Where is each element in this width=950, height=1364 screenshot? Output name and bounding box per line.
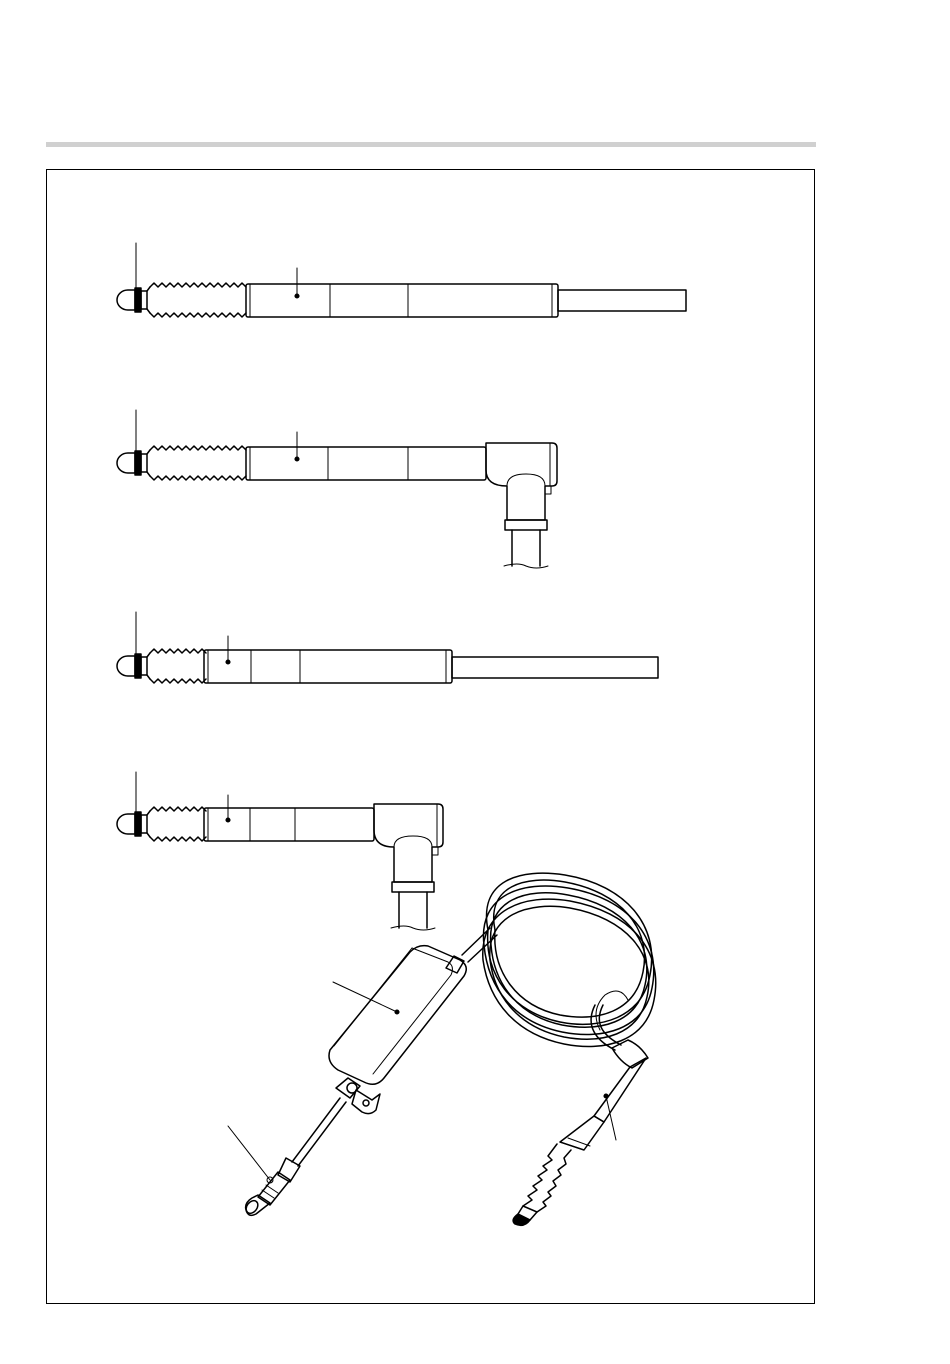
cable-coil (483, 873, 656, 1046)
probe-tip (117, 814, 135, 834)
tip-collar (141, 291, 147, 309)
tip-holder (135, 288, 141, 312)
cable-strain-relief (505, 520, 547, 530)
tip-holder (135, 654, 141, 678)
probe-tip (117, 290, 135, 310)
cable-axial (452, 657, 658, 678)
probe-with-interface-box (228, 873, 656, 1225)
cable-strain-relief (392, 882, 434, 892)
connector-plug (244, 1158, 300, 1216)
probe-body (246, 284, 558, 317)
tip-holder (135, 812, 141, 836)
cable-break (504, 564, 548, 568)
tip-holder (135, 451, 141, 475)
probe-angled-short-cable-radial (117, 772, 443, 930)
tip-collar (141, 657, 147, 675)
probe-tip (117, 453, 135, 473)
mounting-tab (352, 1090, 380, 1114)
assembly-probe-body (594, 1058, 646, 1122)
assembly-bellows (523, 1144, 557, 1206)
bellows-bottom (150, 476, 246, 480)
tip-collar (141, 454, 147, 472)
cable-axial (558, 290, 686, 311)
bellows-top (150, 446, 246, 450)
cable-to-connector (292, 1098, 340, 1162)
leader-line-connector (228, 1126, 270, 1180)
interface-box (329, 946, 466, 1114)
angled-head (486, 443, 557, 520)
probe-straight-short-cable-axial (117, 612, 658, 683)
tip-collar (141, 815, 147, 833)
probe-straight-cable-axial (117, 243, 686, 317)
probe-body (204, 650, 452, 683)
probe-body (204, 808, 374, 841)
bellows-bottom (150, 313, 246, 317)
bellows-top (150, 649, 206, 653)
probe-tip (117, 656, 135, 676)
probe-angled-cable-radial (117, 410, 557, 568)
angled-head (374, 804, 443, 882)
cable-break (391, 926, 435, 930)
bellows-top (150, 283, 246, 287)
assembly-probe (513, 1040, 648, 1225)
probe-body (246, 447, 486, 480)
bellows-top (150, 807, 206, 811)
bellows-bottom (150, 679, 206, 683)
bellows-bottom (150, 837, 206, 841)
cable-to-box (462, 928, 490, 955)
